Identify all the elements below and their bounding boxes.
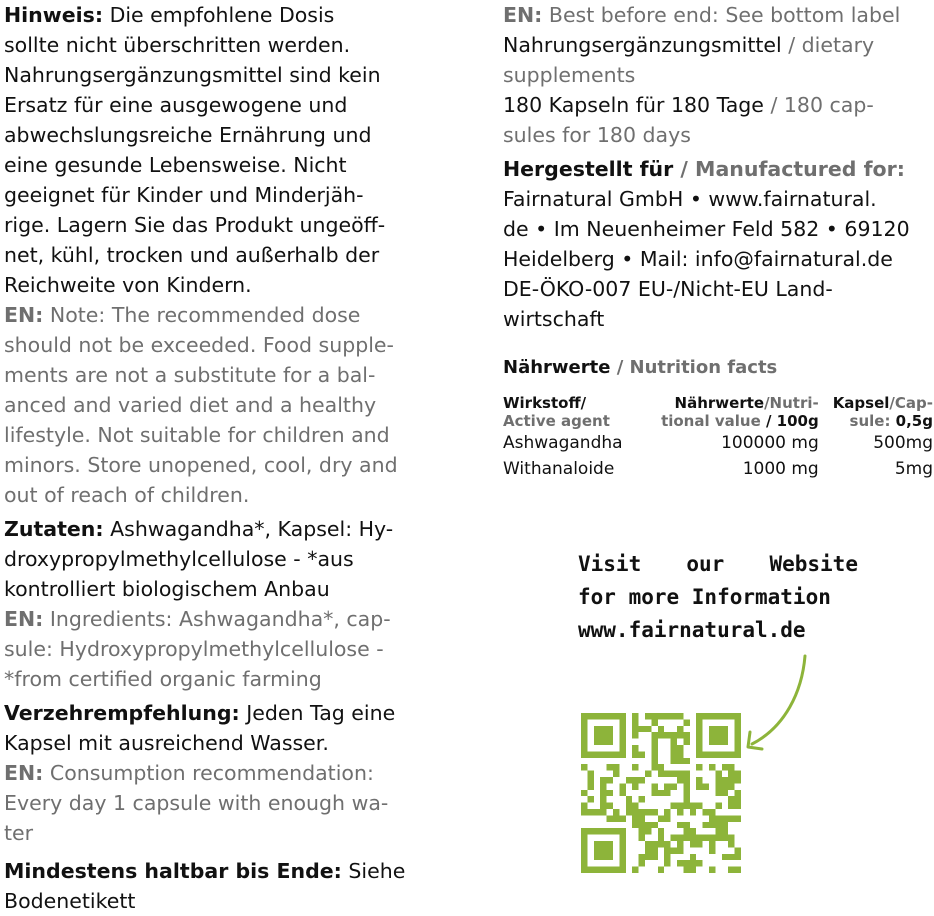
en-label: EN: bbox=[4, 303, 44, 327]
per100-value: 100000 mg bbox=[721, 433, 819, 453]
website-promo bbox=[578, 548, 858, 647]
col-header-agent: Wirkstoff/ Active agent bbox=[503, 394, 610, 430]
capsules-en: / 180 cap- bbox=[763, 93, 874, 117]
en-label: EN: bbox=[4, 761, 44, 785]
website-link[interactable]: www.fairnatural.de bbox=[578, 618, 806, 642]
capsules-de: 180 Kapseln für 180 Tage bbox=[503, 93, 764, 117]
zutaten-label: Zutaten: bbox=[4, 517, 104, 541]
col-header-capsule: Kapsel/Cap- sule: 0,5g bbox=[832, 394, 933, 430]
hinweis-line: eine gesunde Lebensweise. Nicht bbox=[4, 153, 347, 177]
table-header-row bbox=[503, 394, 933, 430]
hinweis-line: sollte nicht überschritten werden. bbox=[4, 33, 351, 57]
zutaten-line: kontrolliert biologischem Anbau bbox=[4, 577, 330, 601]
hinweis-line: Ersatz für eine ausgewogene und bbox=[4, 93, 348, 117]
hinweis-section bbox=[4, 0, 434, 510]
verzehr-section bbox=[4, 698, 434, 848]
nutrition-title: Nährwerte / Nutrition facts bbox=[503, 357, 778, 378]
hinweis-en-line: anced and varied diet and a healthy bbox=[4, 393, 377, 417]
capsules-en: sules for 180 days bbox=[503, 123, 691, 147]
en-label: EN: bbox=[503, 3, 543, 27]
zutaten-section bbox=[4, 514, 434, 694]
left-column bbox=[4, 0, 434, 916]
hinweis-line: Reichweite von Kindern. bbox=[4, 273, 252, 297]
hinweis-line: abwechslungsreiche Ernährung und bbox=[4, 123, 372, 147]
hinweis-en-line: ments are not a substitute for a bal- bbox=[4, 363, 376, 387]
supplement-de: Nahrungsergänzungsmittel bbox=[503, 33, 782, 57]
manufacturer-line: DE-ÖKO-007 EU-/Nicht-EU Land- bbox=[503, 277, 833, 301]
supplement-en: supplements bbox=[503, 63, 636, 87]
verzehr-en-line: Consumption recommendation: bbox=[43, 761, 374, 785]
qr-code-icon[interactable] bbox=[578, 713, 744, 873]
manufacturer-label-en: / Manufactured for: bbox=[673, 157, 905, 181]
curved-arrow-icon bbox=[740, 652, 830, 762]
hinweis-line: Nahrungsergänzungsmittel sind kein bbox=[4, 63, 381, 87]
hinweis-line: net, kühl, trocken und außerhalb der bbox=[4, 243, 380, 267]
capsule-value: 500mg bbox=[873, 433, 933, 453]
verzehr-en-line: ter bbox=[4, 821, 34, 845]
table-row bbox=[503, 456, 933, 482]
verzehr-line: Kapsel mit ausreichend Wasser. bbox=[4, 731, 329, 755]
promo-line: for more Information bbox=[578, 585, 831, 609]
verzehr-label: Verzehrempfehlung: bbox=[4, 701, 240, 725]
nutrition-table bbox=[503, 394, 933, 482]
zutaten-line: droxypropylmethylcellulose - *aus bbox=[4, 547, 354, 571]
verzehr-line: Jeden Tag eine bbox=[239, 701, 396, 725]
hinweis-en-line: should not be exceeded. Food supple- bbox=[4, 333, 394, 357]
mhd-section bbox=[4, 856, 434, 916]
supplement-en: / dietary bbox=[781, 33, 875, 57]
hinweis-en-line: lifestyle. Not suitable for children and bbox=[4, 423, 390, 447]
hinweis-en-line: out of reach of children. bbox=[4, 483, 250, 507]
verzehr-en-line: Every day 1 capsule with enough wa- bbox=[4, 791, 389, 815]
mhd-line: Bodenetikett bbox=[4, 889, 136, 913]
spacer bbox=[4, 848, 434, 856]
manufacturer-line: de • Im Neuenheimer Feld 582 • 69120 bbox=[503, 217, 910, 241]
col-header-per100: Nährwerte/Nutri- tional value / 100g bbox=[661, 394, 819, 430]
hinweis-line: rige. Lagern Sie das Produkt ungeöff- bbox=[4, 213, 386, 237]
hinweis-line: Die empfohlene Dosis bbox=[103, 3, 335, 27]
hinweis-line: geeignet für Kinder und Minderjäh- bbox=[4, 183, 364, 207]
mhd-line: Siehe bbox=[341, 859, 406, 883]
hinweis-en-line: minors. Store unopened, cool, dry and bbox=[4, 453, 398, 477]
manufacturer-line: Heidelberg • Mail: info@fairnatural.de bbox=[503, 247, 893, 271]
zutaten-en-line: sule: Hydroxypropylmethylcellulose - bbox=[4, 637, 384, 661]
agent-name: Withanaloide bbox=[503, 459, 615, 479]
manufacturer-line: wirtschaft bbox=[503, 307, 605, 331]
en-label: EN: bbox=[4, 607, 44, 631]
mhd-label: Mindestens haltbar bis Ende: bbox=[4, 859, 342, 883]
zutaten-en-line: Ingredients: Ashwagandha*, cap- bbox=[43, 607, 391, 631]
table-row bbox=[503, 430, 933, 456]
right-column bbox=[503, 0, 931, 482]
manufacturer-line: Fairnatural GmbH • www.fairnatural. bbox=[503, 187, 877, 211]
capsule-value: 5mg bbox=[894, 459, 933, 479]
agent-name: Ashwagandha bbox=[503, 433, 623, 453]
promo-line: Visit our Website bbox=[578, 552, 858, 576]
bbe-text: Best before end: See bottom label bbox=[542, 3, 901, 27]
hinweis-en-line: Note: The recommended dose bbox=[43, 303, 361, 327]
zutaten-en-line: *from certified organic farming bbox=[4, 667, 322, 691]
zutaten-line: Ashwagandha*, Kapsel: Hy- bbox=[103, 517, 394, 541]
hinweis-label: Hinweis: bbox=[4, 3, 104, 27]
per100-value: 1000 mg bbox=[742, 459, 819, 479]
manufacturer-label: Hergestellt für bbox=[503, 157, 674, 181]
